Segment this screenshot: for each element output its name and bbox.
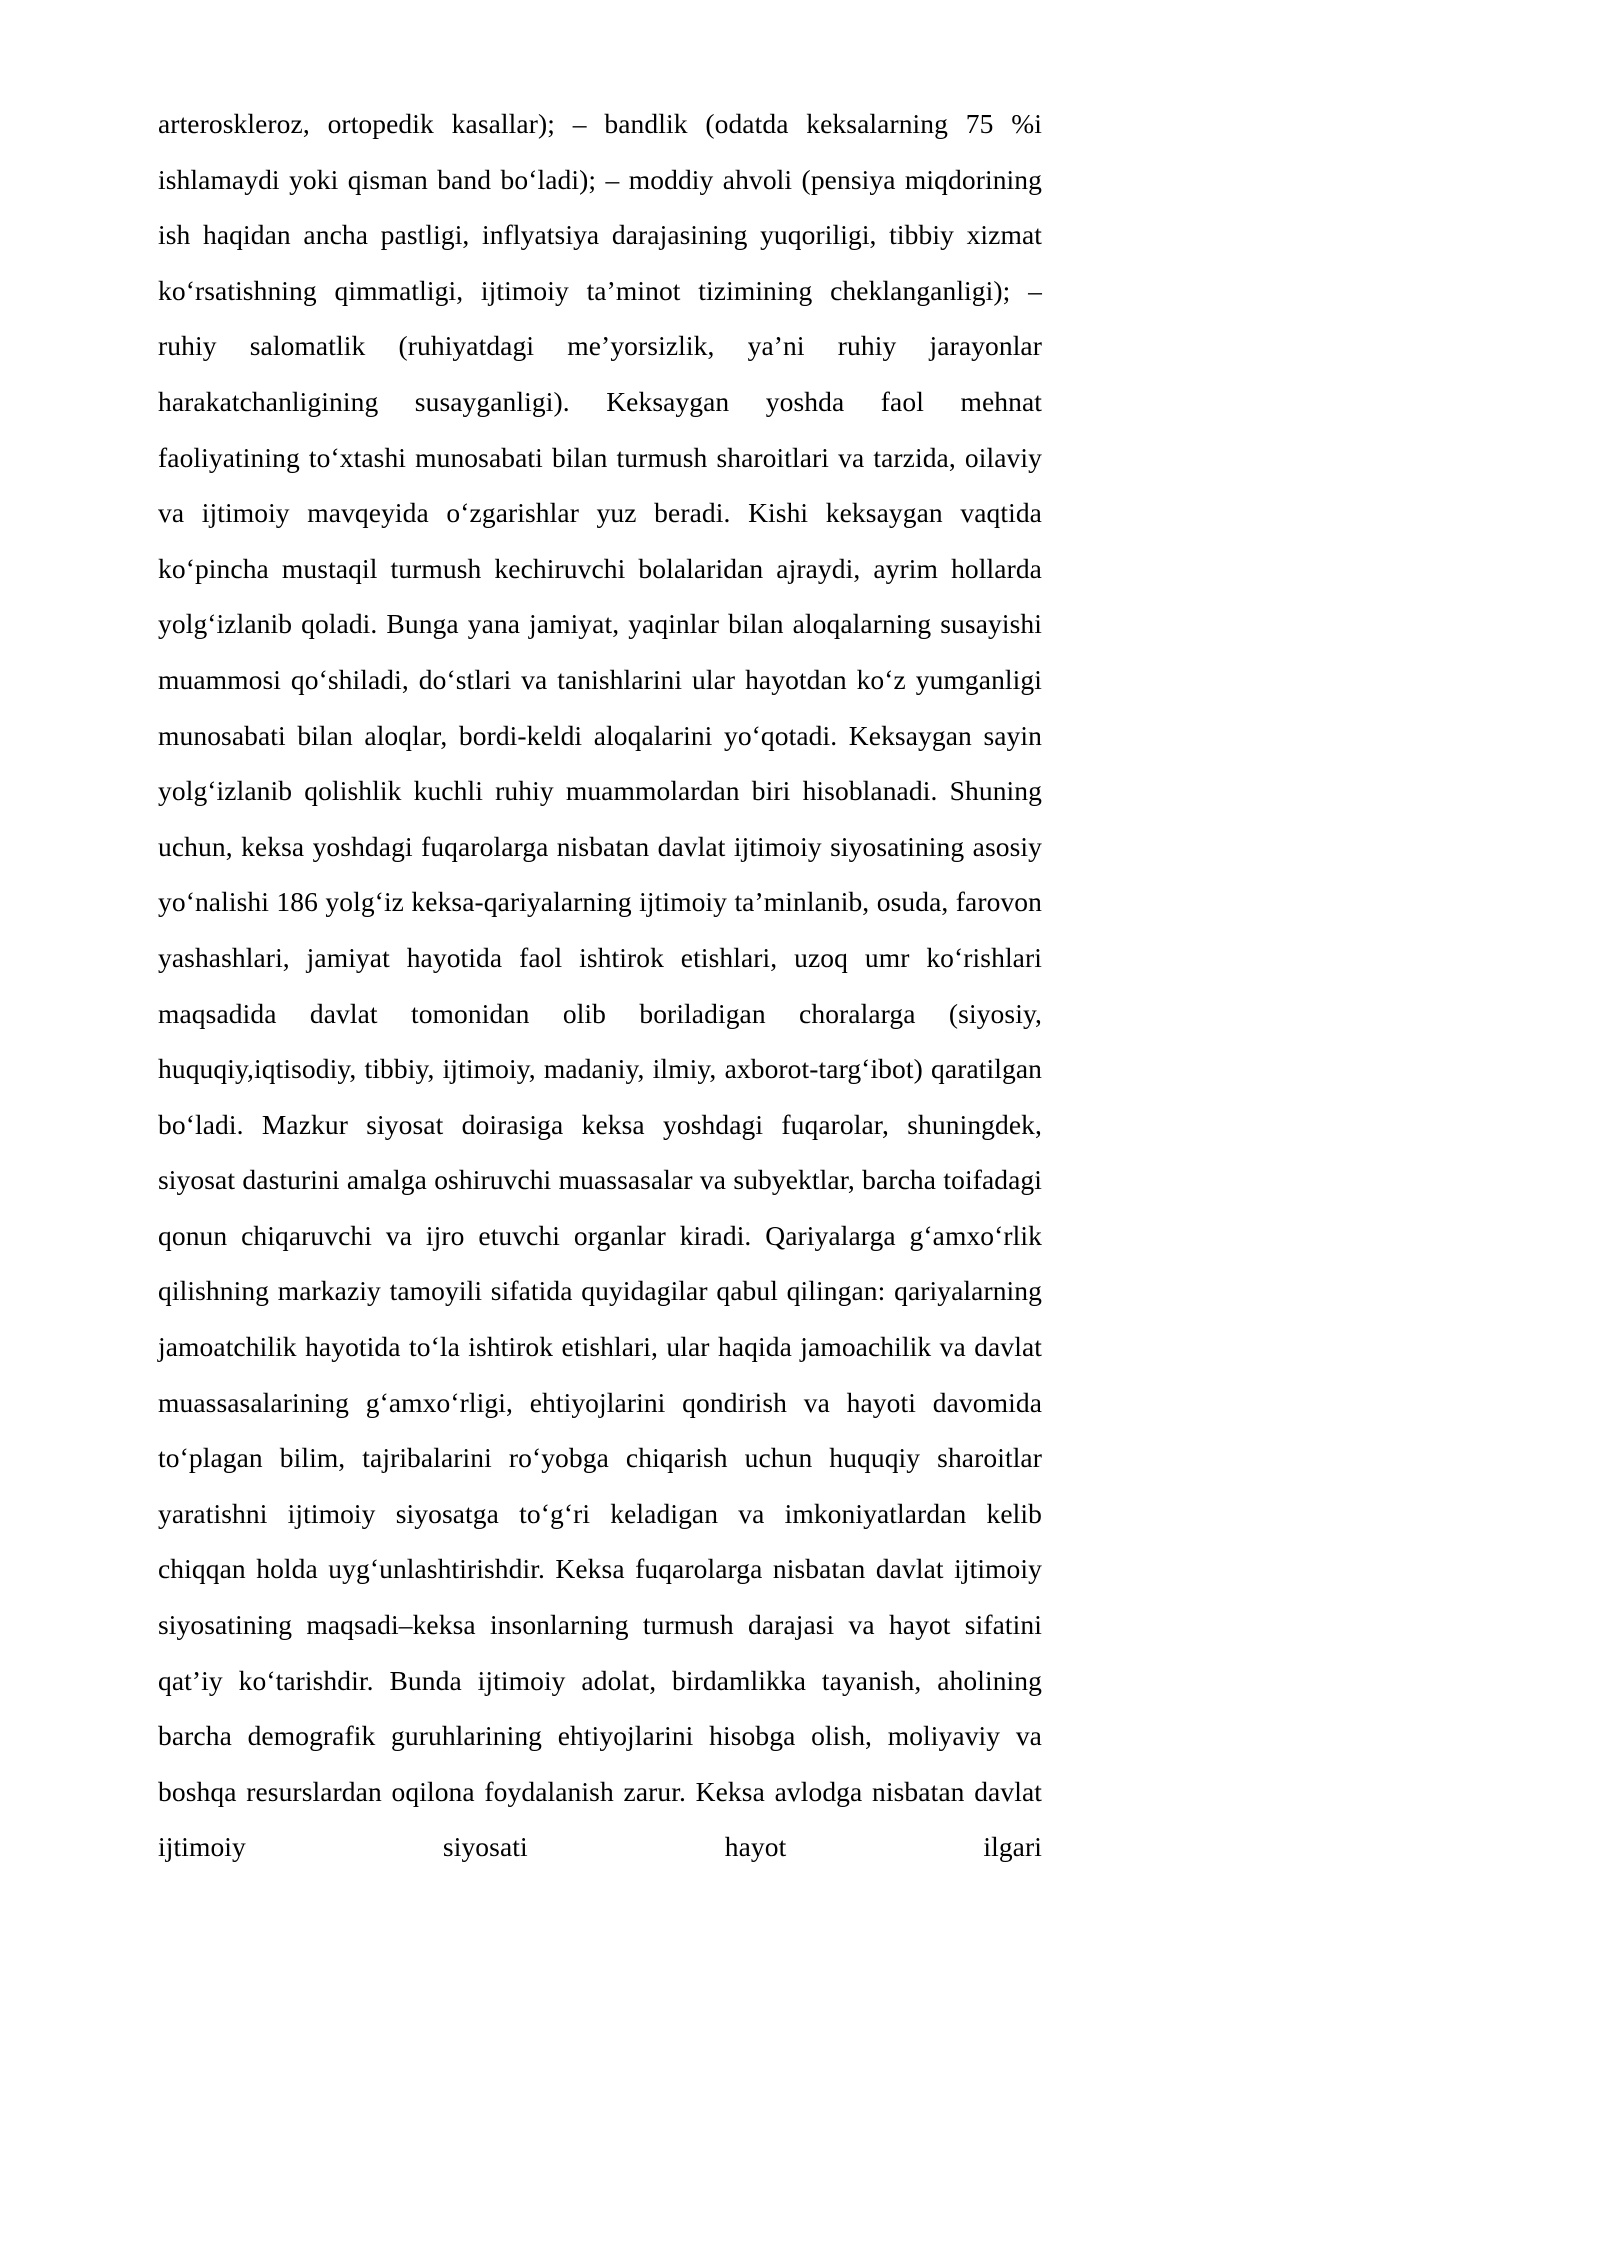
document-text-body [158,96,1042,1931]
body-paragraph: arteroskleroz, ortopedik kasallar); – bandlik (odatda keksalarning 75 %i ishlamaydi yoki qisman band bo‘ladi); – moddiy ahvoli (pensiya miqdorining ish haqidan ancha pastligi, inflyatsiya darajasining yuqoriligi, tibbiy xizmat ko‘rsatishning qimmatligi, ijtimoiy ta’minot tizimining cheklanganligi); – ruhiy salomatlik (ruhiyatdagi me’yorsizlik, ya’ni ruhiy jarayonlar harakatchanligining susayganligi). Keksaygan yoshda faol mehnat faoliyatining to‘xtashi munosabati bilan turmush sharoitlari va tarzida, oilaviy va ijtimoiy mavqeyida o‘zgarishlar yuz beradi. Kishi keksaygan vaqtida ko‘pincha mustaqil turmush kechiruvchi bolalaridan ajraydi, ayrim hollarda yolg‘izlanib qoladi. Bunga yana jamiyat, yaqinlar bilan aloqalarning susayishi muammosi qo‘shiladi, do‘stlari va tanishlarini ular hayotdan ko‘z yumganligi munosabati bilan aloqlar, bordi-keldi aloqalarini yo‘qotadi. Keksaygan sayin yolg‘izlanib qolishlik kuchli ruhiy muammolardan biri hisoblanadi. Shuning uchun, keksa yoshdagi fuqarolarga nisbatan davlat ijtimoiy siyosatining asosiy yo‘nalishi 186 yolg‘iz keksa-qariyalarning ijtimoiy ta’minlanib, osuda, farovon yashashlari, jamiyat hayotida faol ishtirok etishlari, uzoq umr ko‘rishlari maqsadida davlat tomonidan olib boriladigan choralarga (siyosiy, huquqiy,iqtisodiy, tibbiy, ijtimoiy, madaniy, ilmiy, axborot-targ‘ibot) qaratilgan bo‘ladi. Mazkur siyosat doirasiga keksa yoshdagi fuqarolar, shuningdek, siyosat dasturini amalga oshiruvchi muassasalar va subyektlar, barcha toifadagi qonun chiqaruvchi va ijro etuvchi organlar kiradi. Qariyalarga g‘amxo‘rlik qilishning markaziy tamoyili sifatida quyidagilar qabul qilingan: qariyalarning jamoatchilik hayotida to‘la ishtirok etishlari, ular haqida jamoachilik va davlat muassasalarining g‘amxo‘rligi, ehtiyojlarini qondirish va hayoti davomida to‘plagan bilim, tajribalarini ro‘yobga chiqarish uchun huquqiy sharoitlar yaratishni ijtimoiy siyosatga to‘g‘ri keladigan va imkoniyatlardan kelib chiqqan holda uyg‘unlashtirishdir. Keksa fuqarolarga nisbatan davlat ijtimoiy siyosatining maqsadi–keksa insonlarning turmush darajasi va hayot sifatini qat’iy ko‘tarishdir. Bunda ijtimoiy adolat, birdamlikka tayanish, aholining barcha demografik guruhlarining ehtiyojlarini hisobga olish, moliyaviy va boshqa resurslardan oqilona foydalanish zarur. Keksa avlodga nisbatan davlat ijtimoiy siyosati hayot ilgari [158,108,1042,1863]
